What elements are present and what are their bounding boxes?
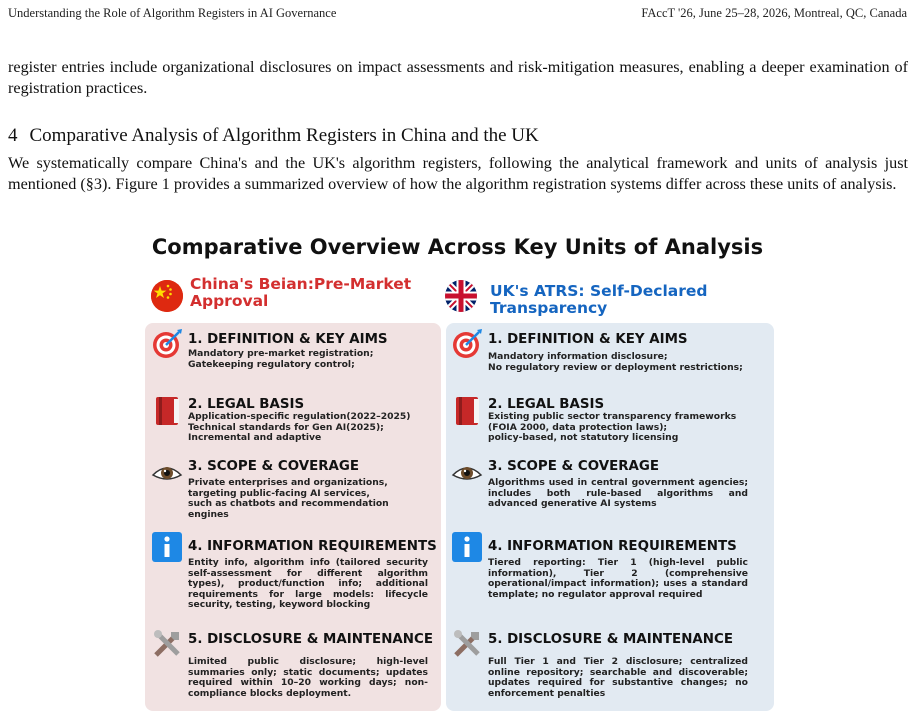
- china-item-5-heading: 5. DISCLOSURE & MAINTENANCE: [188, 632, 433, 647]
- book-icon: [152, 395, 184, 427]
- uk-item-5-body: Full Tier 1 and Tier 2 disclosure; centralized online repository; searchable and discoverable; updates required for substantive changes; no enforcement penalties: [488, 656, 748, 699]
- uk-panel: [446, 323, 774, 711]
- section-title: Comparative Analysis of Algorithm Registers in China and the UK: [29, 125, 539, 146]
- intro-paragraph: register entries include organizational disclosures on impact assessments and risk-mitigation measures, enabling a deeper examination of registration practices.: [8, 58, 908, 97]
- section-heading: [8, 125, 539, 147]
- eye-icon: [151, 457, 183, 489]
- uk-item-1-body: Mandatory information disclosure; No regulatory review or deployment restrictions;: [488, 351, 743, 373]
- target-icon: [151, 328, 183, 360]
- section-number: 4: [8, 125, 18, 146]
- china-column-title: China's Beian:Pre-Market Approval: [190, 275, 412, 310]
- china-item-2-body: Application-specific regulation(2022–2025) Technical standards for Gen AI(2025); Incremental and adaptive: [188, 411, 411, 444]
- uk-item-1-heading: 1. DEFINITION & KEY AIMS: [488, 332, 688, 347]
- uk-item-2-heading: 2. LEGAL BASIS: [488, 397, 605, 412]
- section-paragraph: We systematically compare China's and the UK's algorithm registers, following the analytical framework and units of analysis just mentioned (§3). Figure 1 provides a summarized overview of how the algorithm registration systems differ across these units of analysis.: [8, 154, 908, 193]
- info-icon: [451, 531, 483, 563]
- uk-item-5-heading: 5. DISCLOSURE & MAINTENANCE: [488, 632, 733, 647]
- figure-title: Comparative Overview Across Key Units of Analysis: [151, 235, 764, 259]
- info-icon: [151, 531, 183, 563]
- book-icon: [452, 395, 484, 427]
- uk-flag-icon: [445, 280, 477, 312]
- china-item-4-body: Entity info, algorithm info (tailored security self-assessment for different algorithm types), product/function info; additional requirements for large models: lifecycle security, testing, keyword blocking: [188, 557, 428, 611]
- uk-item-4-body: Tiered reporting: Tier 1 (high-level public information), Tier 2 (comprehensive operational/impact information); uses a standard template; no regulator approval required: [488, 557, 748, 600]
- uk-column-title: UK's ATRS: Self-Declared Transparency: [490, 282, 708, 317]
- uk-item-4-heading: 4. INFORMATION REQUIREMENTS: [488, 539, 737, 554]
- tools-icon: [451, 628, 483, 660]
- target-icon: [451, 328, 483, 360]
- uk-item-2-body: Existing public sector transparency frameworks (FOIA 2000, data protection laws); policy-based, not statutory licensing: [488, 411, 737, 444]
- china-item-5-body: Limited public disclosure; high-level summaries only; static documents; updates required within 10–20 working days; non-compliance blocks deployment.: [188, 656, 428, 699]
- china-item-3-body: Private enterprises and organizations, targeting public-facing AI services, such as chatbots and recommendation engines: [188, 477, 389, 520]
- china-item-2-heading: 2. LEGAL BASIS: [188, 397, 305, 412]
- eye-icon: [451, 457, 483, 489]
- china-item-1-body: Mandatory pre-market registration; Gatekeeping regulatory control;: [188, 348, 374, 370]
- uk-item-3-body: Algorithms used in central government agencies; includes both rule-based algorithms and advanced generative AI systems: [488, 477, 748, 510]
- uk-item-3-heading: 3. SCOPE & COVERAGE: [488, 459, 660, 474]
- china-item-3-heading: 3. SCOPE & COVERAGE: [188, 459, 360, 474]
- china-flag-icon: [151, 280, 183, 312]
- tools-icon: [151, 628, 183, 660]
- china-item-4-heading: 4. INFORMATION REQUIREMENTS: [188, 539, 437, 554]
- running-header-title: Understanding the Role of Algorithm Registers in AI Governance: [8, 6, 337, 20]
- china-item-1-heading: 1. DEFINITION & KEY AIMS: [188, 332, 388, 347]
- running-header-venue: FAccT '26, June 25–28, 2026, Montreal, QC, Canada: [641, 6, 907, 20]
